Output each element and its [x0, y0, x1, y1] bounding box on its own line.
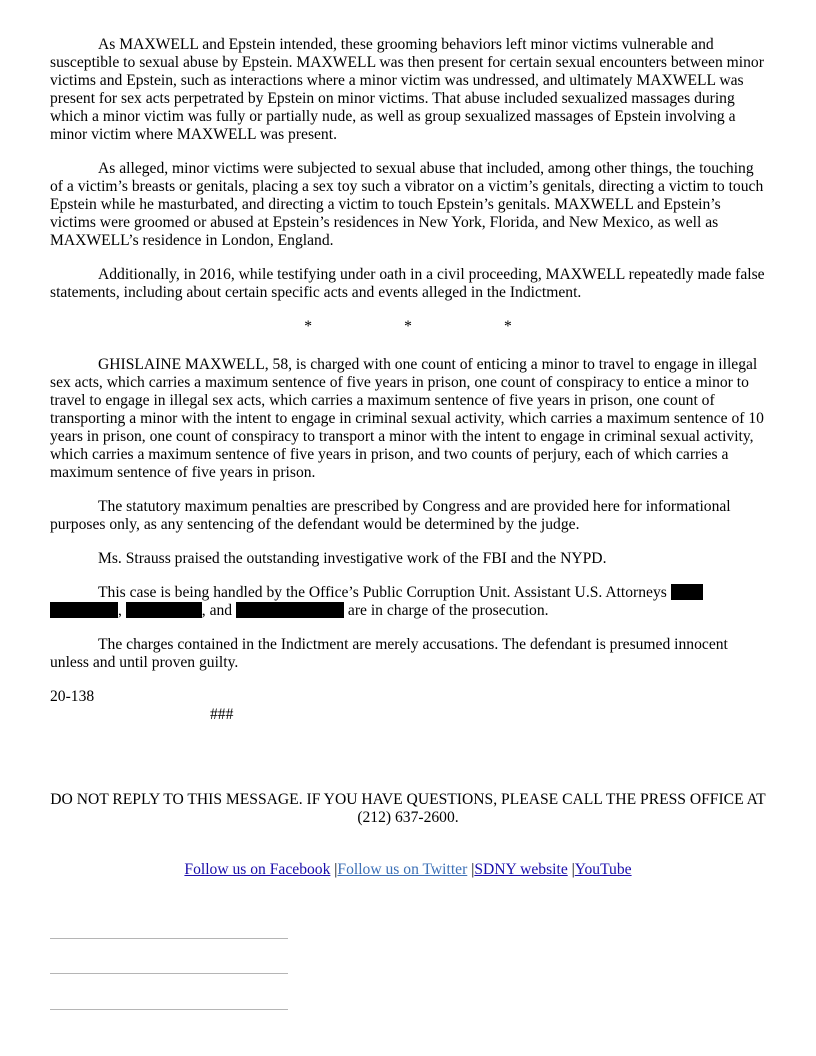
paragraph-presumption: The charges contained in the Indictment are merely accusations. The defendant is presumed innocent unless and until proven guilty. — [50, 636, 728, 671]
end-marks: ### — [210, 706, 234, 723]
paragraph-praise: Ms. Strauss praised the outstanding investigative work of the FBI and the NYPD. — [98, 550, 607, 567]
release-number: 20-138 — [50, 688, 95, 705]
prosecutors-comma: , — [118, 602, 126, 619]
divider-line — [50, 1009, 288, 1010]
divider-star: * — [504, 318, 512, 335]
divider-line — [50, 973, 288, 974]
redaction-block — [126, 602, 202, 618]
sdny-website-link[interactable]: SDNY website — [474, 861, 568, 878]
link-separator: | — [330, 861, 338, 878]
twitter-link[interactable]: Follow us on Twitter — [337, 861, 468, 878]
redaction-block — [50, 602, 118, 618]
paragraph-perjury: Additionally, in 2016, while testifying under oath in a civil proceeding, MAXWELL repeatedly made false statements, including about certain specific acts and events alleged in the Indictment. — [50, 266, 765, 301]
paragraph-grooming: As MAXWELL and Epstein intended, these grooming behaviors left minor victims vulnerable and susceptible to sexual abuse by Epstein. MAXWELL was then present for certain sexual encounters between minor victims and Epstein, such as interactions where a minor victim was undressed, and ultimately MAXWELL was present for sex acts perpetrated by Epstein on minor victims. That abuse included sexualized massages during which a minor victim was fully or partially nude, as well as group sexualized massages of Epstein involving a minor victim where MAXWELL was present. — [50, 36, 764, 143]
divider-star: * — [304, 318, 312, 335]
redaction-block — [236, 602, 344, 618]
press-release-body — [50, 36, 766, 724]
social-links — [50, 861, 766, 879]
do-not-reply-notice: DO NOT REPLY TO THIS MESSAGE. IF YOU HAVE QUESTIONS, PLEASE CALL THE PRESS OFFICE AT (212) 637-2600. — [50, 791, 766, 826]
divider-star: * — [404, 318, 412, 335]
paragraph-abuse-allegations: As alleged, minor victims were subjected to sexual abuse that included, among other things, the touching of a victim’s breasts or genitals, placing a sex toy such a vibrator on a victim’s genitals, directing a victim to touch Epstein while he masturbated, and directing a victim to touch Epstein’s genitals. MAXWELL and Epstein’s victims were groomed or abused at Epstein’s residences in New York, Florida, and New Mexico, as well as MAXWELL’s residence in London, England. — [50, 160, 764, 249]
redaction-block — [671, 584, 703, 600]
paragraph-penalties: The statutory maximum penalties are prescribed by Congress and are provided here for informational purposes only, as any sentencing of the defendant would be determined by the judge. — [50, 498, 731, 533]
paragraph-prosecutors — [50, 584, 766, 620]
paragraph-charges: GHISLAINE MAXWELL, 58, is charged with one count of enticing a minor to travel to engage in illegal sex acts, which carries a maximum sentence of five years in prison, one count of conspiracy to entice a minor to travel to engage in illegal sex acts, which carries a maximum sentence of five years in prison, one count of transporting a minor with the intent to engage in criminal sexual activity, which carries a maximum sentence of 10 years in prison, one count of conspiracy to transport a minor with the intent to engage in criminal sexual activity, which carries a maximum sentence of five years in prison, and two counts of perjury, each of which carries a maximum sentence of five years in prison. — [50, 356, 764, 481]
link-separator: | — [567, 861, 575, 878]
youtube-link[interactable]: YouTube — [574, 861, 632, 878]
facebook-link[interactable]: Follow us on Facebook — [184, 861, 331, 878]
prosecutors-intro-text: This case is being handled by the Office’s Public Corruption Unit. Assistant U.S. Attorneys — [98, 584, 671, 601]
link-separator: | — [467, 861, 475, 878]
divider-line — [50, 938, 288, 939]
prosecutors-end-text: are in charge of the prosecution. — [344, 602, 549, 619]
section-divider-stars — [50, 318, 766, 336]
prosecutors-and: , and — [201, 602, 237, 619]
